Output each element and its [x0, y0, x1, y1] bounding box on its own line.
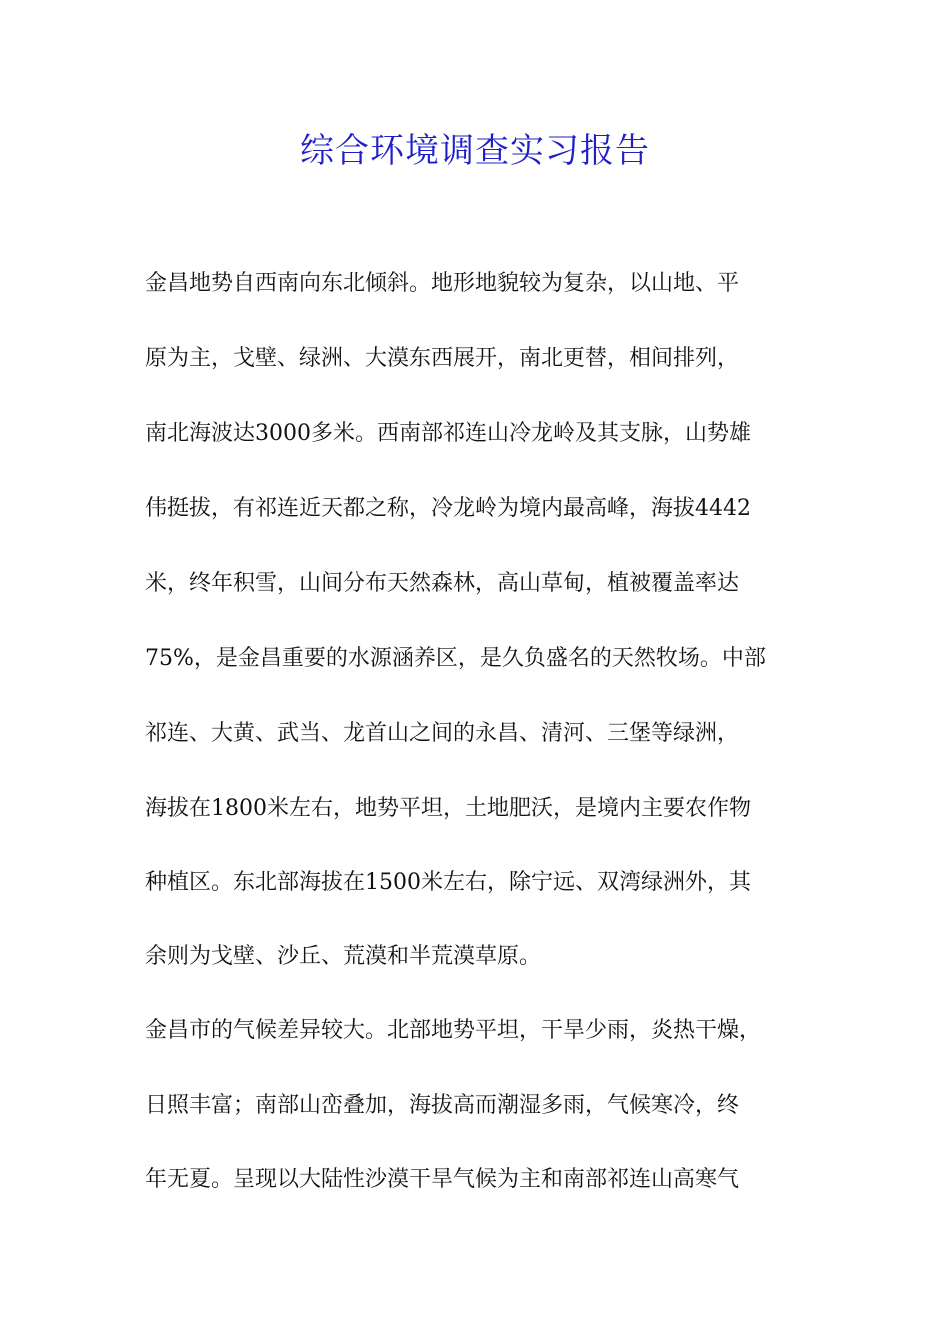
body-line: 伟挺拔，有祁连近天都之称，冷龙岭为境内最高峰，海拔4442: [145, 496, 751, 521]
body-line: 原为主，戈壁、绿洲、大漠东西展开，南北更替，相间排列，: [145, 346, 740, 371]
body-line: 余则为戈壁、沙丘、荒漠和半荒漠草原。: [145, 944, 542, 969]
body-line: 海拔在1800米左右，地势平坦，土地肥沃，是境内主要农作物: [145, 796, 751, 821]
document-body: [145, 0, 815, 1344]
body-line: 南北海波达3000多米。西南部祁连山冷龙岭及其支脉，山势雄: [145, 421, 751, 446]
body-line: 日照丰富；南部山峦叠加，海拔高而潮湿多雨，气候寒冷，终: [145, 1093, 740, 1118]
body-line: 年无夏。呈现以大陆性沙漠干旱气候为主和南部祁连山高寒气: [145, 1167, 740, 1192]
body-line: 金昌市的气候差异较大。北部地势平坦，干旱少雨，炎热干燥，: [145, 1018, 762, 1043]
body-line: 米，终年积雪，山间分布天然森林，高山草甸，植被覆盖率达: [145, 571, 740, 596]
body-line: 75%，是金昌重要的水源涵养区，是久负盛名的天然牧场。中部: [145, 646, 766, 671]
body-line: 种植区。东北部海拔在1500米左右，除宁远、双湾绿洲外，其: [145, 870, 751, 895]
body-line: 祁连、大黄、武当、龙首山之间的永昌、清河、三堡等绿洲，: [145, 721, 740, 746]
document-title: 综合环境调查实习报告: [300, 131, 650, 171]
body-line: 金昌地势自西南向东北倾斜。地形地貌较为复杂，以山地、平: [145, 271, 740, 296]
